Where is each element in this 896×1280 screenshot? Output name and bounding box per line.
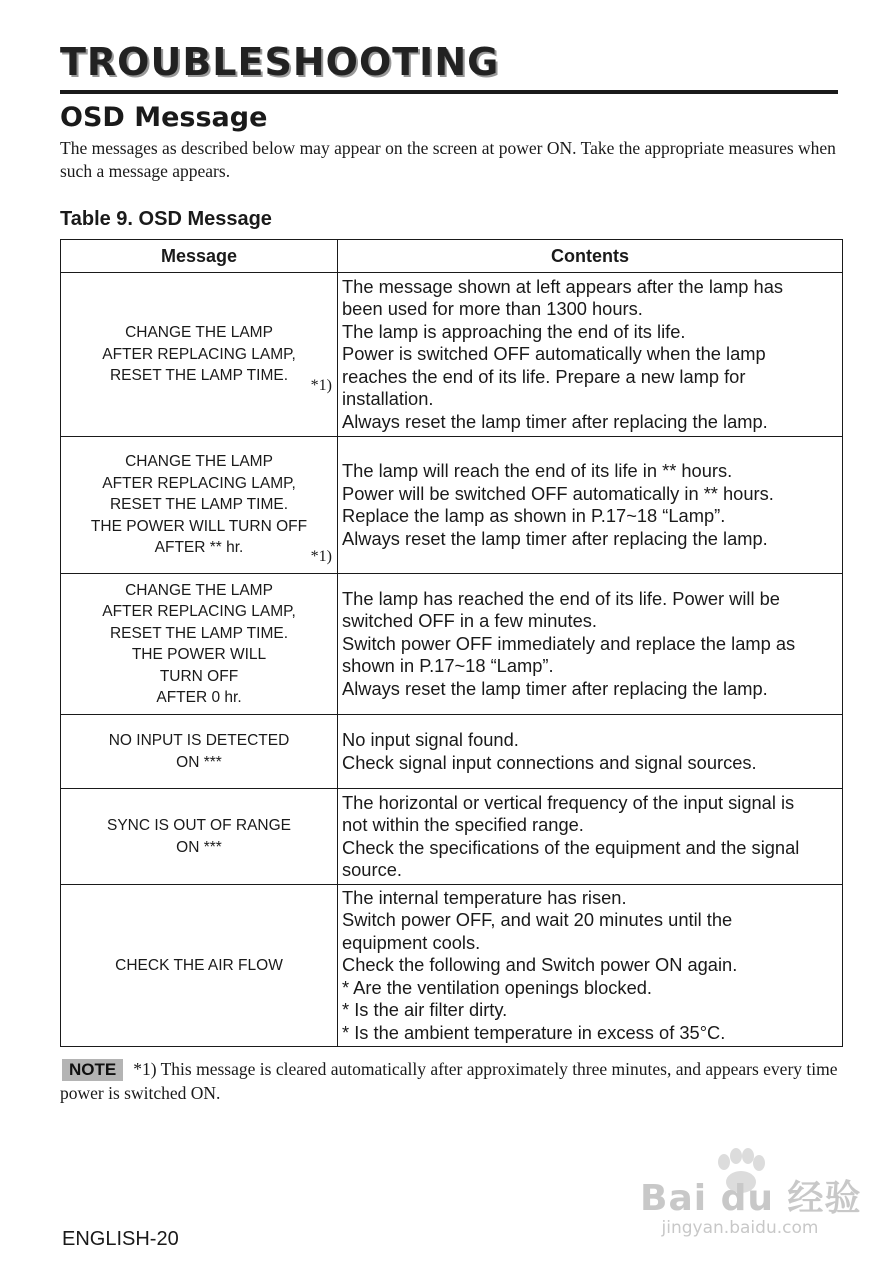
contents-line: Replace the lamp as shown in P.17~18 “Lamp”. — [342, 505, 726, 526]
watermark — [640, 1148, 862, 1248]
contents-cell — [338, 574, 843, 715]
page-title: TROUBLESHOOTING — [60, 40, 500, 84]
message-cell — [61, 437, 338, 574]
message-line: ON *** — [176, 838, 222, 856]
message-line: SYNC IS OUT OF RANGE — [106, 817, 292, 834]
table-caption: Table 9. OSD Message — [60, 208, 272, 230]
table-header-row — [61, 240, 843, 273]
message-line: NO INPUT IS DETECTED — [108, 732, 290, 749]
contents-cell — [338, 273, 843, 437]
contents-line: Switch power OFF immediately and replace the lamp as — [342, 632, 796, 654]
message-line: CHECK THE AIR FLOW — [115, 956, 283, 974]
contents-line: The lamp has reached the end of its life. Power will be — [342, 587, 780, 609]
watermark-brand: Bai du 经验 — [640, 1178, 862, 1219]
contents-line: not within the specified range. — [342, 814, 584, 835]
contents-line: Power is switched OFF automatically when the lamp — [342, 343, 766, 365]
message-line: AFTER REPLACING LAMP, — [102, 474, 296, 492]
contents-line: The internal temperature has risen. — [342, 886, 627, 908]
table-row — [61, 437, 843, 574]
contents-line: shown in P.17~18 “Lamp”. — [342, 655, 554, 677]
table-row — [61, 885, 843, 1047]
contents-line: Check signal input connections and signal sources. — [342, 751, 757, 773]
message-line: AFTER REPLACING LAMP, — [102, 603, 296, 620]
table-row — [61, 715, 843, 789]
contents-line: source. — [342, 859, 402, 880]
contents-line: * Is the ambient temperature in excess of 35°C. — [342, 1021, 726, 1043]
message-line: CHANGE THE LAMP — [125, 581, 273, 599]
contents-line: Check the specifications of the equipment and the signal — [342, 836, 800, 858]
contents-line: Always reset the lamp timer after replacing the lamp. — [342, 410, 768, 432]
column-header-message: Message — [61, 240, 338, 273]
contents-cell — [338, 789, 843, 885]
contents-line: Check the following and Switch power ON again. — [342, 954, 738, 976]
message-line: CHANGE THE LAMP — [125, 453, 273, 471]
message-line: RESET THE LAMP TIME. — [109, 367, 288, 385]
contents-cell — [338, 885, 843, 1047]
contents-line: The horizontal or vertical frequency of the input signal is — [342, 791, 795, 813]
table-row — [61, 789, 843, 885]
note-block — [60, 1057, 850, 1105]
message-line: RESET THE LAMP TIME. — [109, 496, 288, 514]
message-line: THE POWER WILL — [131, 646, 267, 663]
contents-line: installation. — [342, 388, 434, 410]
note-label: NOTE — [62, 1059, 123, 1081]
contents-line: Always reset the lamp timer after replacing the lamp. — [342, 677, 768, 699]
title-rule — [60, 90, 838, 94]
table-row — [61, 574, 843, 715]
contents-line: The message shown at left appears after the lamp has — [342, 275, 784, 297]
intro-paragraph: The messages as described below may appear on the screen at power ON. Take the appropriate measures when such a message appears. — [60, 138, 836, 181]
page-number: ENGLISH-20 — [62, 1228, 179, 1250]
contents-line: No input signal found. — [342, 729, 519, 750]
message-cell — [61, 273, 338, 437]
footnote-marker: *1) — [310, 547, 332, 565]
column-header-contents: Contents — [338, 240, 843, 273]
message-line: ON *** — [176, 753, 222, 771]
message-line: AFTER 0 hr. — [156, 689, 242, 706]
note-text: *1) This message is cleared automatically after approximately three minutes, and appears every time power is switched ON. — [60, 1059, 838, 1103]
message-line: THE POWER WILL TURN OFF — [90, 517, 308, 535]
contents-line: The lamp is approaching the end of its life. — [342, 320, 686, 342]
message-line: CHANGE THE LAMP — [125, 324, 273, 342]
contents-cell — [338, 437, 843, 574]
contents-line: Always reset the lamp timer after replacing the lamp. — [342, 527, 768, 549]
contents-line: Power will be switched OFF automatically in ** hours. — [342, 482, 774, 504]
message-cell — [61, 789, 338, 885]
contents-line: * Are the ventilation openings blocked. — [342, 976, 652, 998]
message-cell — [61, 885, 338, 1047]
section-heading: OSD Message — [60, 102, 268, 133]
contents-line: reaches the end of its life. Prepare a new lamp for — [342, 365, 746, 387]
contents-line: Switch power OFF, and wait 20 minutes until the — [342, 909, 733, 931]
message-cell — [61, 715, 338, 789]
contents-line: been used for more than 1300 hours. — [342, 298, 643, 320]
contents-line: The lamp will reach the end of its life in ** hours. — [342, 460, 733, 481]
message-line: AFTER REPLACING LAMP, — [102, 345, 296, 363]
table-row — [61, 273, 843, 437]
message-line: AFTER ** hr. — [154, 539, 244, 557]
message-cell — [61, 574, 338, 715]
contents-cell — [338, 715, 843, 789]
contents-line: equipment cools. — [342, 931, 481, 953]
message-line: TURN OFF — [159, 667, 239, 685]
contents-line: * Is the air filter dirty. — [342, 999, 508, 1021]
contents-line: switched OFF in a few minutes. — [342, 610, 598, 632]
watermark-url: jingyan.baidu.com — [661, 1218, 819, 1238]
message-line: RESET THE LAMP TIME. — [109, 624, 288, 642]
footnote-marker: *1) — [310, 376, 332, 394]
osd-message-table — [60, 239, 843, 1047]
